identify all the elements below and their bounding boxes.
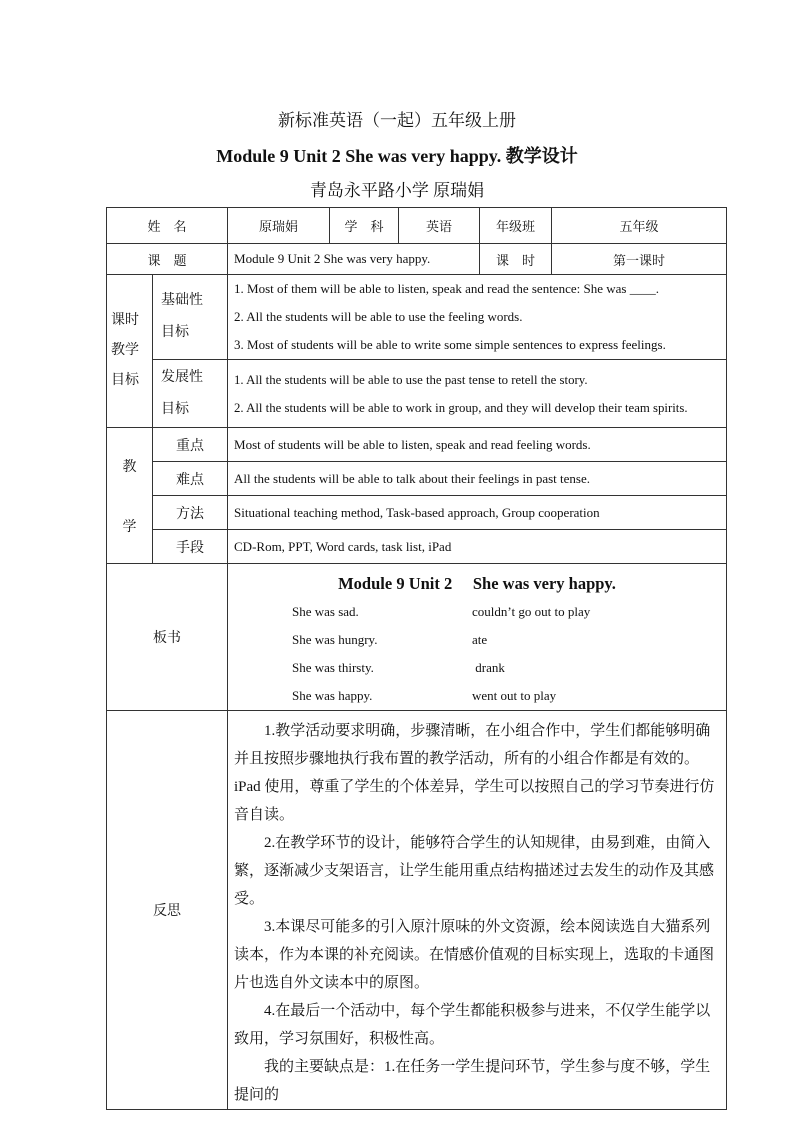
board-verb: ate bbox=[472, 632, 488, 647]
info-row-1 bbox=[107, 208, 727, 244]
label-line: 教学 bbox=[111, 343, 139, 358]
board-line bbox=[228, 598, 726, 626]
label-line: 教 bbox=[122, 459, 137, 475]
objective-item: 1. Most of them will be able to listen, speak and read the sentence: She was ____. bbox=[234, 281, 659, 296]
board-label: 板书 bbox=[107, 564, 228, 711]
teaching-row bbox=[107, 462, 727, 496]
doc-title-lesson: Module 9 Unit 2 She was very happy. 教学设计 bbox=[216, 146, 578, 166]
period-value: 第一课时 bbox=[552, 244, 727, 275]
key-points-label: 重点 bbox=[153, 428, 228, 462]
subject-label: 学 科 bbox=[330, 208, 399, 244]
doc-title-textbook: 新标准英语（一起）五年级上册 bbox=[278, 111, 516, 130]
reflection-label: 反思 bbox=[107, 711, 228, 1110]
label-line: 目标 bbox=[111, 373, 139, 388]
objective-item: 2. All the students will be able to work in group, and they will develop their team spirits. bbox=[234, 400, 688, 415]
teaching-label bbox=[107, 428, 153, 564]
name-value: 原瑞娟 bbox=[228, 208, 330, 244]
board-sentence: She was sad. bbox=[292, 604, 359, 619]
reflection-row bbox=[107, 711, 727, 1110]
board-verb: went out to play bbox=[472, 688, 557, 703]
teaching-row bbox=[107, 428, 727, 462]
difficulties: All the students will be able to talk about their feelings in past tense. bbox=[228, 462, 727, 496]
key-points: Most of students will be able to listen, speak and read feeling words. bbox=[228, 428, 727, 462]
topic-value: Module 9 Unit 2 She was very happy. bbox=[228, 244, 480, 275]
reflection-paragraph: 1.教学活动要求明确，步骤清晰，在小组合作中，学生们都能够明确并且按照步骤地执行我布置的教学活动，所有的小组合作都是有效的。iPad 使用，尊重了学生的个体差异，学生可以按照自己的学习节奏进行仿音自读。 bbox=[234, 723, 715, 823]
label-line: 目标 bbox=[161, 401, 189, 417]
lesson-plan-table bbox=[106, 207, 727, 1110]
subject-value: 英语 bbox=[399, 208, 480, 244]
teaching-row bbox=[107, 530, 727, 564]
basic-objectives-label bbox=[153, 275, 228, 360]
objective-item: 3. Most of students will be able to write some simple sentences to express feelings. bbox=[234, 337, 666, 352]
board-line bbox=[228, 682, 726, 710]
board-content bbox=[228, 564, 727, 711]
info-row-2 bbox=[107, 244, 727, 275]
objectives-dev-row bbox=[107, 360, 727, 428]
grade-value: 五年级 bbox=[552, 208, 727, 244]
means: CD-Rom, PPT, Word cards, task list, iPad bbox=[228, 530, 727, 564]
topic-label: 课 题 bbox=[107, 244, 228, 275]
board-verb: drank bbox=[472, 660, 505, 675]
board-title: Module 9 Unit 2 She was very happy. bbox=[338, 574, 616, 593]
objectives-label bbox=[107, 275, 153, 428]
label-line: 目标 bbox=[161, 325, 189, 340]
reflection-paragraph: 我的主要缺点是：1.在任务一学生提问环节，学生参与度不够，学生提问的 bbox=[234, 1059, 711, 1103]
label-line: 学 bbox=[122, 519, 137, 535]
grade-label: 年级班 bbox=[480, 208, 552, 244]
objective-item: 1. All the students will be able to use the past tense to retell the story. bbox=[234, 372, 588, 387]
reflection-paragraph: 3.本课尽可能多的引入原汁原味的外文资源，绘本阅读选自大猫系列读本，作为本课的补充阅读。在情感价值观的目标实现上，选取的卡通图片也选自外文读本中的原图。 bbox=[234, 919, 715, 991]
reflection-content bbox=[228, 711, 727, 1110]
board-line bbox=[228, 626, 726, 654]
teaching-row bbox=[107, 496, 727, 530]
board-sentence: She was thirsty. bbox=[292, 660, 374, 675]
objective-item: 2. All the students will be able to use the feeling words. bbox=[234, 309, 523, 324]
methods-label: 方法 bbox=[153, 496, 228, 530]
objectives-basic-row bbox=[107, 275, 727, 360]
label-line: 课时 bbox=[111, 313, 139, 328]
basic-objectives bbox=[228, 275, 727, 360]
doc-author-school: 青岛永平路小学 原瑞娟 bbox=[309, 181, 485, 200]
reflection-paragraph: 2.在教学环节的设计，能够符合学生的认知规律，由易到难，由简入繁，逐渐减少支架语言，让学生能用重点结构描述过去发生的动作及其感受。 bbox=[234, 835, 715, 907]
board-sentence: She was happy. bbox=[292, 688, 373, 703]
label-line: 基础性 bbox=[161, 293, 203, 308]
means-label: 手段 bbox=[153, 530, 228, 564]
methods: Situational teaching method, Task-based approach, Group cooperation bbox=[228, 496, 727, 530]
dev-objectives-label bbox=[153, 360, 228, 428]
board-sentence: She was hungry. bbox=[292, 632, 378, 647]
board-line bbox=[228, 654, 726, 682]
period-label: 课 时 bbox=[480, 244, 552, 275]
board-row bbox=[107, 564, 727, 711]
dev-objectives bbox=[228, 360, 727, 428]
difficulties-label: 难点 bbox=[153, 462, 228, 496]
board-verb: couldn’t go out to play bbox=[472, 604, 591, 619]
label-line: 发展性 bbox=[161, 369, 203, 385]
reflection-paragraph: 4.在最后一个活动中，每个学生都能积极参与进来，不仅学生能学以致用，学习氛围好，积极性高。 bbox=[234, 1003, 711, 1047]
name-label: 姓 名 bbox=[107, 208, 228, 244]
